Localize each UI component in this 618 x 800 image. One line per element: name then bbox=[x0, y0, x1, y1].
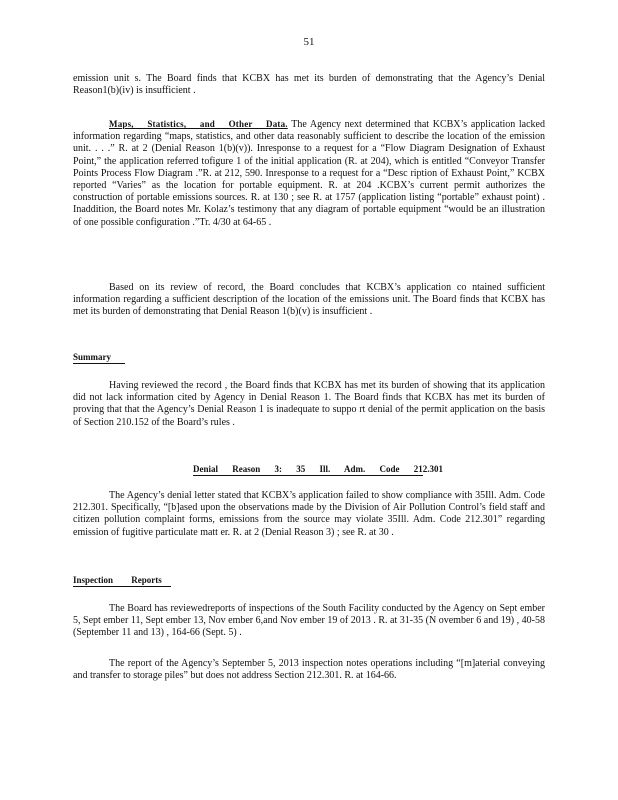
paragraph-maps-statistics bbox=[73, 118, 545, 229]
paragraph-summary: Having reviewed the record , the Board finds that KCBX has met its burden of showing that its application did not lack information cited by Agency in Denial Reason 1. The Board finds that KCBX has met its burden of proving that that the Agency’s Denial Reason 1 is inadequate to suppo rt denial of the permit application on the basis of Section 210.152 of the Board’s rules . bbox=[73, 380, 545, 428]
paragraph-denial-reason-3: The Agency’s denial letter stated that KCBX’s application failed to show compliance with 35Ill. Adm. Code 212.301. Specifically, “[b]ased upon the observations made by the Division of Air Pollution Control’s field staff and citizen pollution complaint forms, emissions from the source may violate 35Ill. Adm. Code 212.301” regarding emission of fugitive particulate matt er. R. at 2 (Denial Reason 3) ; see R. at 30 . bbox=[73, 490, 545, 538]
paragraph-location-conclusion: Based on its review of record, the Board concludes that KCBX’s application co ntained sufficient information regarding a sufficient description of the location of the emissions unit. The Board finds that KCBX has met its burden of demonstrating that Denial Reason 1(b)(v) is insufficient . bbox=[73, 282, 545, 318]
maps-statistics-heading: Maps, Statistics, and Other Data. bbox=[109, 119, 288, 129]
maps-statistics-body: The Agency next determined that KCBX’s application lacked information regarding “maps, statistics, and other data reasonably sufficient to describe the location of the emission unit. . . .” R. at 2 (Denial Reason 1(b)(v)). Inresponse to a request for a “Flow Diagram Designation of Exhaust Point,” the application referred tofigure 1 of the initial application (R. at 204), which is entitled “Conveyor Transfer Points Process Flow Diagram .”R. at 212, 590. Inresponse to a request for a “Desc ription of Exhaust Point,” KCBX reported “Varies” as the location for portable equipment. R. at 204 .KCBX’s current permit authorizes the construction of portable emissions sources. R. at 130 ; see R. at 1757 (application listing “portable” exhaust point) . Inaddition, the Board notes Mr. Kolaz’s testimony that any diagram of portable equipment “would be an illustration of one possible configuration .”Tr. 4/30 at 64-65 . bbox=[73, 119, 545, 228]
summary-heading: Summary bbox=[73, 352, 125, 364]
paragraph-emission-unit-conclusion: emission unit s. The Board finds that KCBX has met its burden of demonstrating that the Agency’s Denial Reason1(b)(iv) is insufficient . bbox=[73, 73, 545, 97]
page-number: 51 bbox=[303, 36, 315, 48]
paragraph-september-5-report: The report of the Agency’s September 5, 2013 inspection notes operations including “[m]aterial conveying and transfer to storage piles” but does not address Section 212.301. R. at 164-66. bbox=[73, 658, 545, 682]
inspection-reports-heading: Inspection Reports bbox=[73, 575, 171, 587]
denial-reason-3-heading: Denial Reason 3: 35 Ill. Adm. Code 212.301 bbox=[193, 464, 444, 474]
paragraph-inspection-reports: The Board has reviewedreports of inspections of the South Facility conducted by the Agency on Sept ember 5, Sept ember 11, Sept ember 13, Nov ember 6,and Nov ember 19 of 2013 . R. at 31-35 (N ovember 6 and 19) , 40-58 (September 11 and 13) , 164-66 (Sept. 5) . bbox=[73, 603, 545, 639]
